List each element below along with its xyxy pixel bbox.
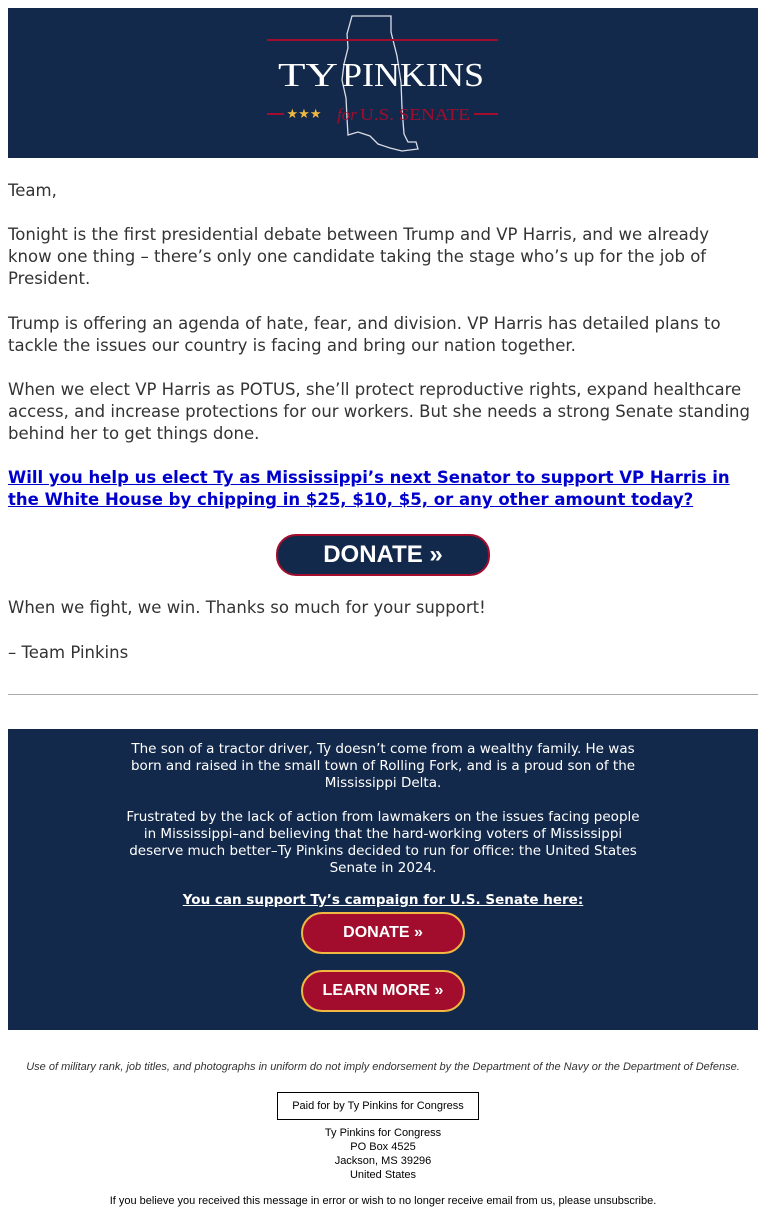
closing-text: When we fight, we win. Thanks so much for your support!	[8, 598, 486, 617]
learn-more-button[interactable]: LEARN MORE »	[301, 970, 465, 1012]
header-banner	[8, 8, 758, 158]
paid-for-box: Paid for by Ty Pinkins for Congress	[277, 1092, 479, 1120]
email-paragraph: Trump is offering an agenda of hate, fear, and division. VP Harris has detailed plans to tackle the issues our country is facing and bring our nation together.	[8, 314, 721, 355]
address-line: Jackson, MS 39296	[334, 1155, 432, 1167]
military-disclaimer: Use of military rank, job titles, and photographs in uniform do not imply endorsement by the Department of the Navy or the Department of Defense.	[26, 1061, 740, 1073]
email-paragraph: When we elect VP Harris as POTUS, she’ll protect reproductive rights, expand healthcare access, and increase protections for our workers. But she needs a strong Senate standing behind her to get things done.	[8, 380, 750, 443]
section-divider	[8, 694, 758, 695]
address-line: United States	[349, 1169, 417, 1181]
donate-button[interactable]: DONATE »	[276, 534, 490, 576]
mailing-address	[8, 1126, 758, 1182]
footer-donate-button[interactable]: DONATE »	[301, 912, 465, 954]
support-campaign-link[interactable]: You can support Ty’s campaign for U.S. Senate here:	[182, 892, 584, 908]
top-rule	[267, 39, 498, 41]
logo-name-first: TY	[278, 57, 338, 94]
logo-subtitle-office: U.S. SENATE	[360, 105, 470, 124]
bottom-rule-left	[267, 113, 284, 115]
campaign-logo	[8, 8, 758, 158]
logo-name-second: PINKINS	[342, 57, 484, 94]
logo-stars: ★★★	[286, 107, 322, 122]
bio-footer	[8, 729, 758, 1030]
signoff-text: – Team Pinkins	[8, 643, 129, 662]
bottom-rule-right	[474, 113, 498, 115]
donation-ask-link[interactable]: Will you help us elect Ty as Mississippi’s next Senator to support VP Harris in the White House by chipping in $25, $10, $5, or any other amount today?	[8, 468, 730, 509]
email-paragraph: Tonight is the first presidential debate between Trump and VP Harris, and we already know one thing – there’s only one candidate taking the stage who’s up for the job of President.	[8, 225, 709, 288]
unsubscribe-text[interactable]: If you believe you received this message in error or wish to no longer receive email from us, please unsubscribe.	[109, 1195, 657, 1207]
greeting: Team,	[8, 181, 57, 200]
bio-paragraph: The son of a tractor driver, Ty doesn’t come from a wealthy family. He was born and raised in the small town of Rolling Fork, and is a proud son of the Mississippi Delta.	[130, 741, 636, 791]
address-line: PO Box 4525	[350, 1141, 416, 1153]
logo-subtitle-prefix: for	[337, 105, 357, 124]
address-line: Ty Pinkins for Congress	[324, 1127, 442, 1139]
bio-paragraph: Frustrated by the lack of action from lawmakers on the issues facing people in Mississippi–and believing that the hard-working voters of Mississippi deserve much better–Ty Pinkins decided to run for office: the United States Senate in 2024.	[126, 809, 640, 876]
